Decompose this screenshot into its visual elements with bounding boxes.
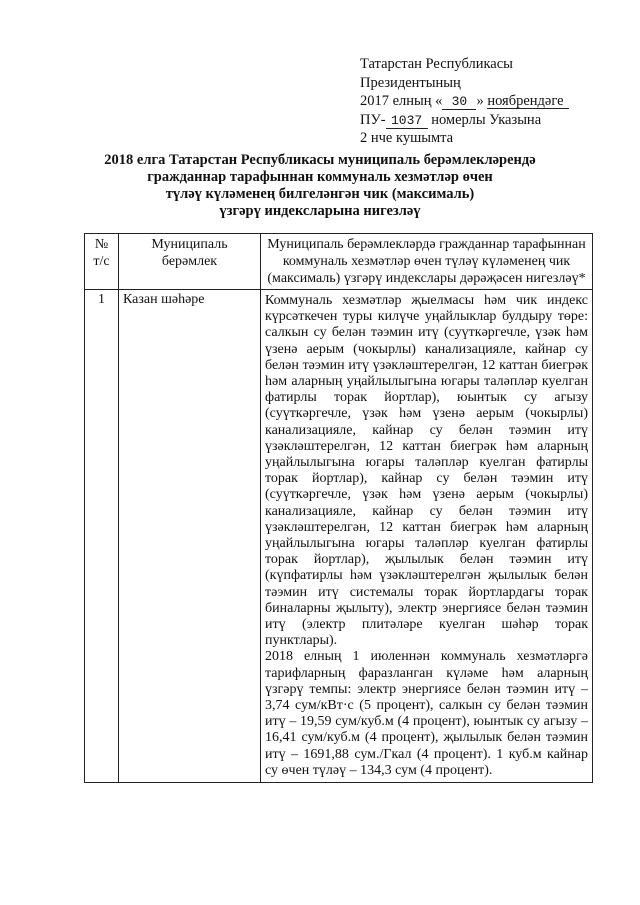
- title-line-2: гражданнар тарафыннан коммуналь хезмәтләр өчен: [147, 169, 493, 185]
- decree-prefix: ПУ-: [360, 111, 386, 128]
- header-municipality: Муниципаль берәмлек: [119, 234, 261, 290]
- justification-table: [84, 233, 593, 783]
- decree-number-field: 1037: [386, 114, 428, 129]
- header-justification: Муниципаль берәмлекләрдә гражданнар тарафыннан коммуналь хезмәтләр өчен түләү күләменең чик (максималь) үзгәрү индекслары дәрәҗәсен нигезләү*: [261, 234, 593, 290]
- header-line-republic: Татарстан Республикасы: [360, 56, 513, 72]
- title-line-3: түләү күләменең билгеләнгән чик (максималь): [165, 186, 475, 202]
- title-line-1: 2018 елга Татарстан Республикасы муниципаль берәмлекләрендә: [104, 152, 536, 168]
- row-number: 1: [85, 290, 119, 783]
- date-mid: »: [476, 93, 484, 109]
- header-line-appendix: 2 нче кушымта: [360, 130, 454, 146]
- justification-paragraph-2: 2018 елның 1 июленнән коммуналь хезмәтләргә тарифларның фаразланган күләме һәм аларның үзгәрү темпы: электр энергиясе белән тәэмин итү – 3,74 сум/кВт·с (5 процент), салкын су белән тәэмин итү – 19,59 сум/куб.м (4 процент), юынтык су агызу – 16,41 сум/куб.м (4 процент), җылылык белән тәэмин итү – 1691,88 сум./Гкал (4 процент). 1 куб.м кайнар су өчен түләү – 134,3 сум (4 процент).: [265, 649, 588, 778]
- table-header-row: [85, 234, 593, 290]
- row-municipality: Казан шәһәре: [119, 290, 261, 783]
- justification-paragraph-1: Коммуналь хезмәтләр җыелмасы һәм чик индекс күрсәткечен туры килүче уңайлыклар булдыру төре: салкын су белән тәэмин итү (суүткәргечле, үзәк һәм үзенә аерым (чокырлы) канализацияле, кайнар су белән тәэмин итү үзәкләштерелгән, 12 каттан биегрәк һәм аларның уңайлылыгына югары таләпләр куелган фатирлы торак йортлар), юынтык су агызу (суүткәргечле, үзәк һәм үзенә аерым (чокырлы) канализацияле, кайнар су белән тәэмин итү үзәкләштерелгән, 12 каттан биегрәк һәм аларның уңайлылыгына югары таләпләр куелган фатирлы торак йортлар), кайнар су белән тәэмин итү (суүткәргечле, үзәк һәм үзенә аерым (чокырлы) канализацияле, кайнар су белән тәэмин итү үзәкләштерелгән, 12 каттан биегрәк һәм аларның уңайлылыгына югары таләпләр куелган фатирлы торак йортлар), җылылык белән тәэмин итү (күпфатирлы һәм үзәкләштерелгән җылылык белән тәэмин итү системалы торак йортлардагы торак биналарны җылыту), электр энергиясе белән тәэмин итү (электр плитәләре куелган шәһәр торак пунктлары).: [265, 293, 588, 649]
- table-row: [85, 290, 593, 783]
- header-line-decree: [360, 111, 620, 130]
- date-month-field: ноябрендәге: [487, 94, 569, 109]
- decree-reference: [360, 55, 620, 148]
- header-line-date: [360, 92, 620, 111]
- document-title: [95, 152, 545, 220]
- title-line-4: үзгәрү индексларына нигезләү: [219, 203, 421, 219]
- row-justification: [261, 290, 593, 783]
- header-line-president: Президентының: [360, 74, 461, 91]
- header-number: № т/с: [85, 234, 119, 290]
- decree-suffix: номерлы Указына: [431, 111, 542, 128]
- date-day-field: 30: [442, 95, 476, 110]
- date-prefix: 2017 елның «: [360, 93, 443, 109]
